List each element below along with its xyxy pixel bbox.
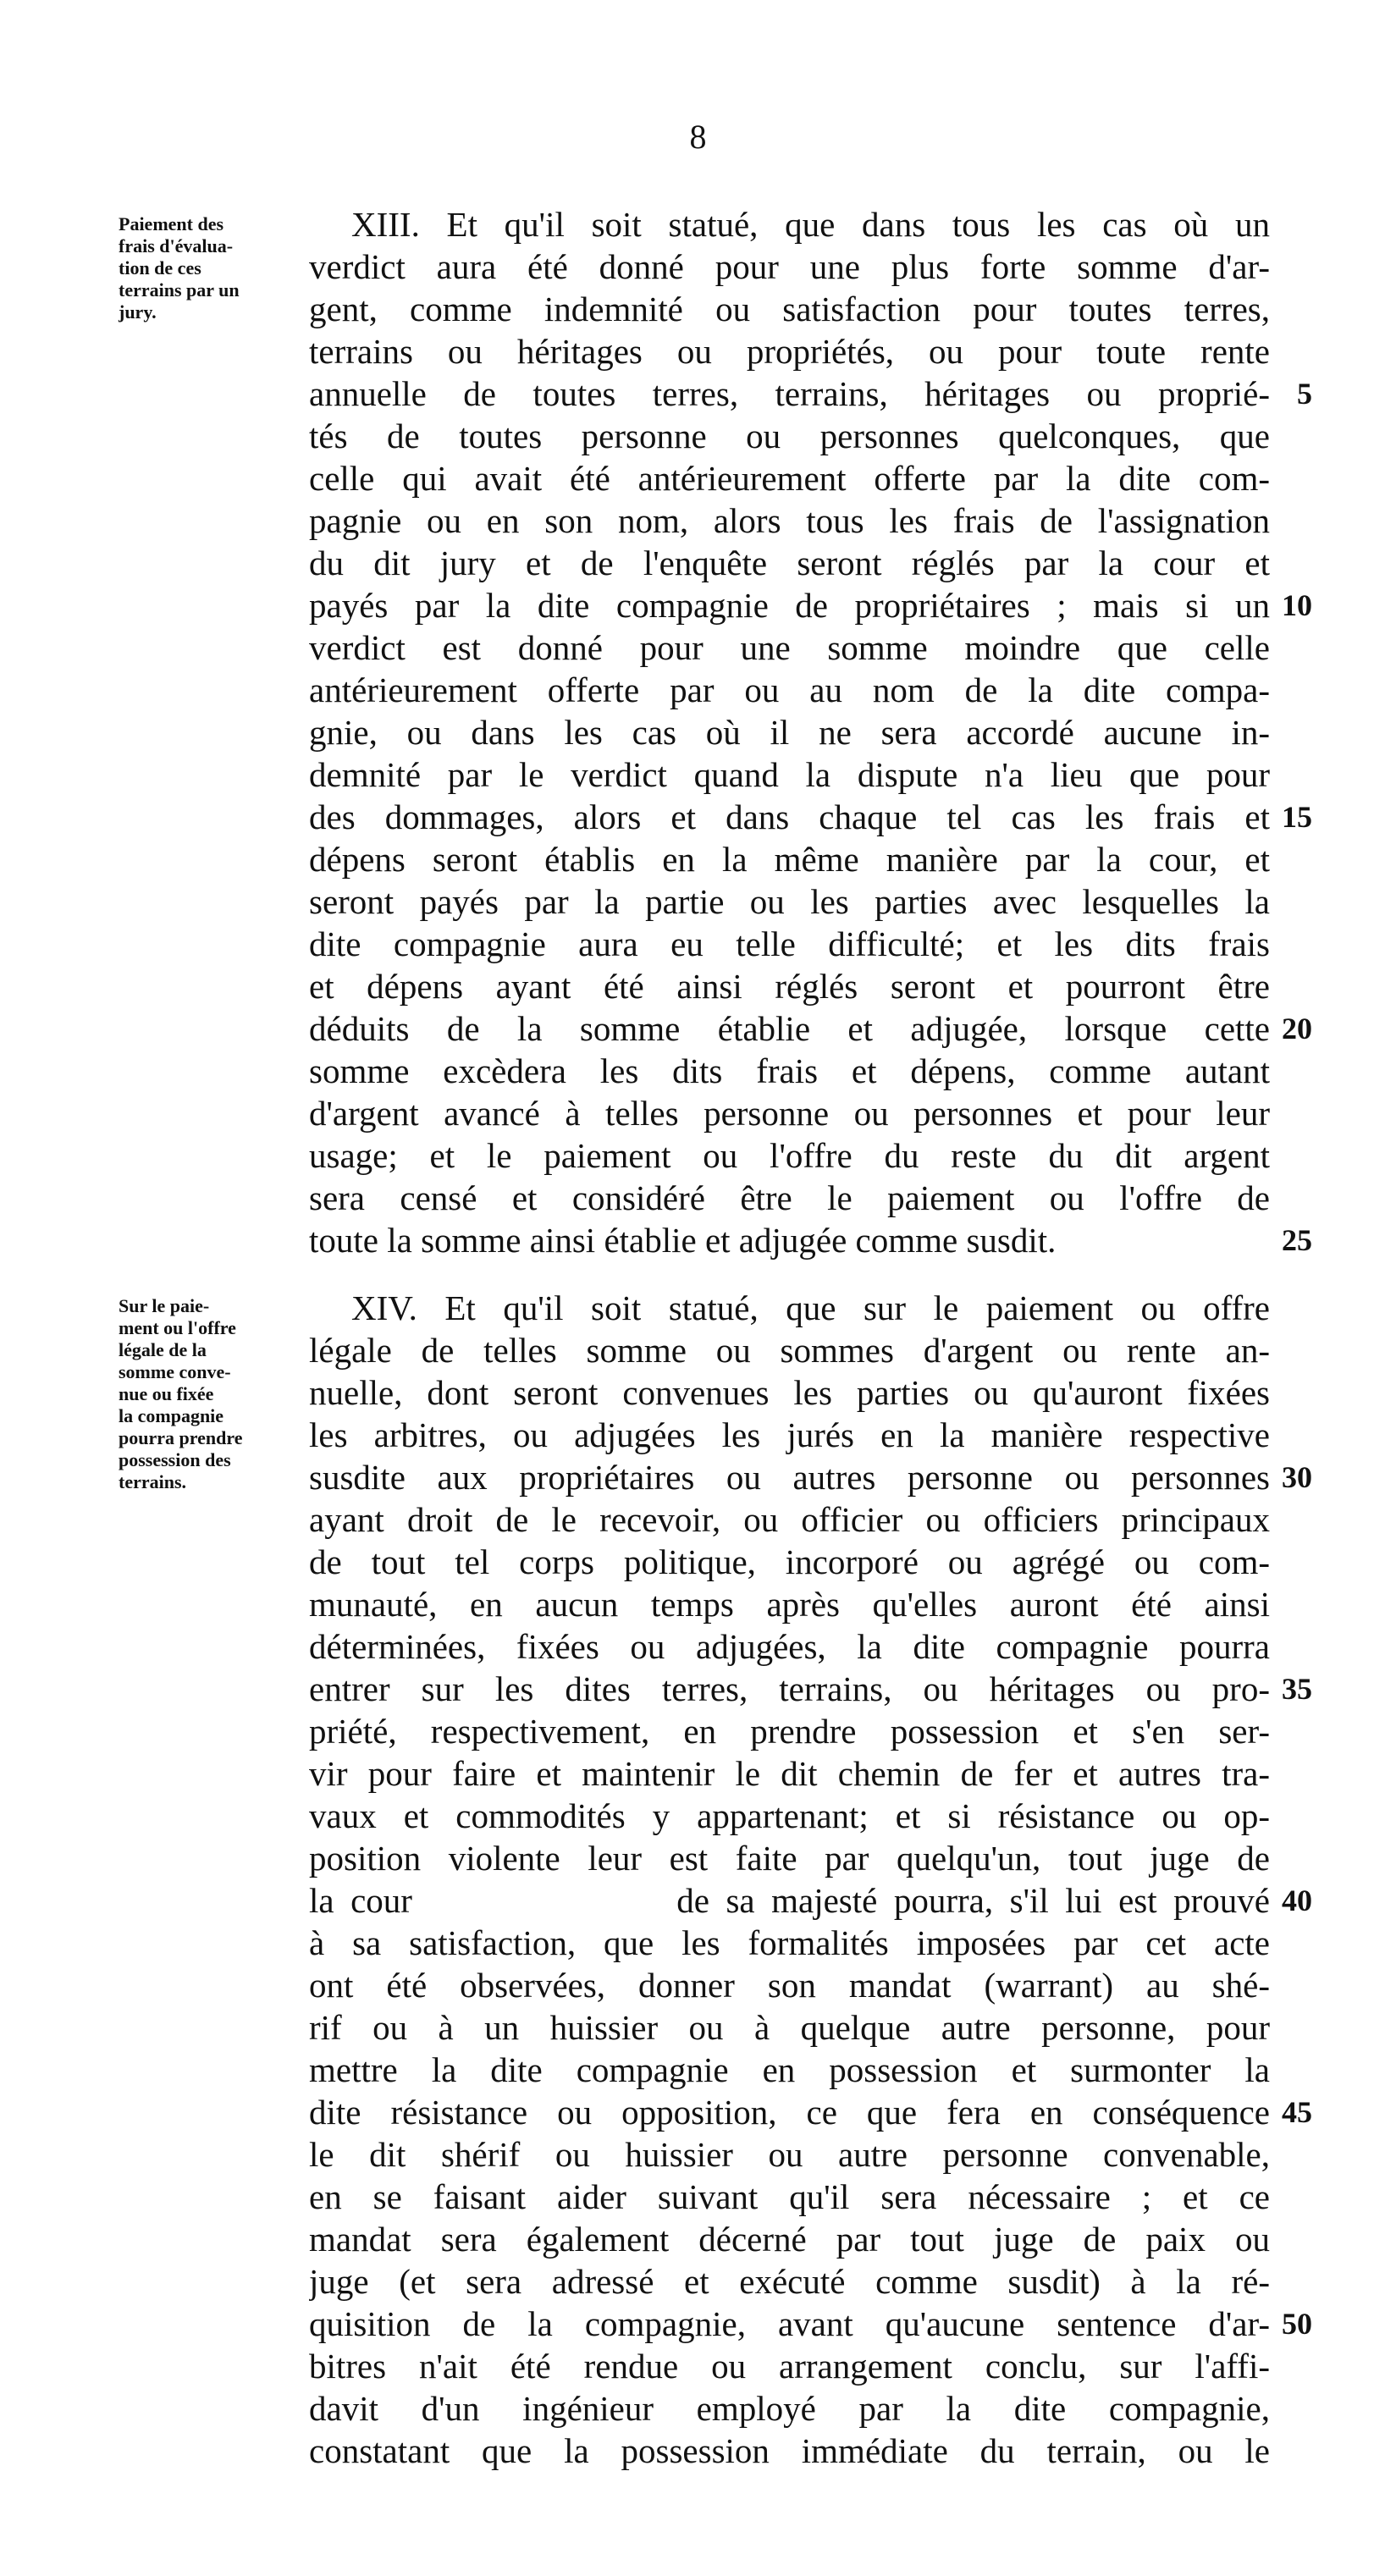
- text-line: dépens seront établis en la même manière par la cour, et: [309, 840, 1270, 879]
- text-line: annuelle de toutes terres, terrains, héritages ou proprié-: [309, 374, 1270, 413]
- text-line: gent, comme indemnité ou satisfaction pour toutes terres,: [309, 290, 1270, 328]
- page-number: 8: [689, 118, 707, 156]
- text-line: XIII. Et qu'il soit statué, que dans tous les cas où un: [351, 205, 1270, 244]
- text-line: légale de telles somme ou sommes d'argent ou rente an-: [309, 1331, 1270, 1370]
- text-line: bitres n'ait été rendue ou arrangement conclu, sur l'affi-: [309, 2347, 1270, 2386]
- text-line: vir pour faire et maintenir le dit chemin de fer et autres tra-: [309, 1754, 1270, 1793]
- sidenote-line: Sur le paie-: [119, 1295, 210, 1316]
- text-line: payés par la dite compagnie de propriétaires ; mais si un: [309, 586, 1270, 625]
- text-line: à sa satisfaction, que les formalités imposées par cet acte: [309, 1923, 1270, 1962]
- line-number: 30: [1282, 1460, 1312, 1494]
- line-number: 40: [1282, 1884, 1312, 1917]
- sidenote-line: Paiement des: [119, 213, 224, 234]
- section-xiv-text: [309, 1287, 1270, 2472]
- text-line: munauté, en aucun temps après qu'elles auront été ainsi: [309, 1585, 1270, 1624]
- text-line: les arbitres, ou adjugées les jurés en la manière respective: [309, 1415, 1270, 1454]
- sidenote-line: la compagnie: [119, 1405, 224, 1426]
- text-line: en se faisant aider suivant qu'il sera nécessaire ; et ce: [309, 2177, 1270, 2216]
- text-line: dite compagnie aura eu telle difficulté; et les dits frais: [309, 924, 1270, 963]
- text-line: verdict est donné pour une somme moindre que celle: [309, 628, 1270, 667]
- text-line: pagnie ou en son nom, alors tous les frais de l'assignation: [309, 501, 1270, 540]
- text-line: somme excèdera les dits frais et dépens, comme autant: [309, 1051, 1270, 1090]
- text-line: antérieurement offerte par ou au nom de la dite compa-: [309, 670, 1270, 709]
- text-line: et dépens ayant été ainsi réglés seront et pourront être: [309, 967, 1270, 1006]
- line-number: 45: [1282, 2095, 1312, 2129]
- line-number: 5: [1297, 377, 1312, 411]
- section-xiii-text: [309, 203, 1270, 1261]
- text-line: mandat sera également décerné par tout juge de paix ou: [309, 2220, 1270, 2259]
- text-line: usage; et le paiement ou l'offre du reste du dit argent: [309, 1136, 1270, 1175]
- line-number: 10: [1282, 588, 1312, 622]
- sidenote-line: ment ou l'offre: [119, 1317, 236, 1338]
- text-line: tés de toutes personne ou personnes quelconques, que: [309, 416, 1270, 455]
- sidenote-line: tion de ces: [119, 257, 201, 279]
- sidenote-line: légale de la: [119, 1339, 207, 1360]
- text-line: déduits de la somme établie et adjugée, lorsque cette: [309, 1009, 1270, 1048]
- text-line: entrer sur les dites terres, terrains, ou héritages ou pro-: [309, 1669, 1270, 1708]
- text-line: celle qui avait été antérieurement offerte par la dite com-: [309, 459, 1270, 498]
- sidenote-line: nue ou fixée: [119, 1383, 214, 1404]
- text-line: gnie, ou dans les cas où il ne sera accordé aucune in-: [309, 713, 1270, 752]
- text-line: susdite aux propriétaires ou autres personne ou personnes: [309, 1458, 1270, 1497]
- text-line: ayant droit de le recevoir, ou officier ou officiers principaux: [309, 1500, 1270, 1539]
- sidenote-section-xiv: [119, 1295, 296, 1493]
- text-line: nuelle, dont seront convenues les parties ou qu'auront fixées: [309, 1373, 1270, 1412]
- line-number: 50: [1282, 2307, 1312, 2341]
- text-line: sera censé et considéré être le paiement ou l'offre de: [309, 1178, 1270, 1217]
- sidenote-line: terrains par un: [119, 279, 240, 301]
- sidenote-line: frais d'évalua-: [119, 235, 234, 256]
- text-line: ont été observées, donner son mandat (warrant) au shé-: [309, 1966, 1270, 2005]
- text-line: terrains ou héritages ou propriétés, ou pour toute rente: [309, 332, 1270, 371]
- text-line: davit d'un ingénieur employé par la dite compagnie,: [309, 2389, 1270, 2428]
- text-line: position violente leur est faite par quelqu'un, tout juge de: [309, 1839, 1270, 1878]
- sidenote-line: terrains.: [119, 1471, 187, 1492]
- text-line: verdict aura été donné pour une plus forte somme d'ar-: [309, 247, 1270, 286]
- text-line: de tout tel corps politique, incorporé ou agrégé ou com-: [309, 1542, 1270, 1581]
- sidenote-line: jury.: [119, 301, 157, 323]
- sidenote-line: possession des: [119, 1449, 231, 1470]
- text-line: dite résistance ou opposition, ce que fera en conséquence: [309, 2093, 1270, 2132]
- text-line: d'argent avancé à telles personne ou personnes et pour leur: [309, 1094, 1270, 1133]
- sidenote-section-xiii: [119, 213, 296, 323]
- text-line: des dommages, alors et dans chaque tel cas les frais et: [309, 797, 1270, 836]
- text-line: du dit jury et de l'enquête seront réglés par la cour et: [309, 543, 1270, 582]
- sidenote-line: pourra prendre: [119, 1427, 243, 1448]
- text-line: rif ou à un huissier ou à quelque autre personne, pour: [309, 2008, 1270, 2047]
- text-line: vaux et commodités y appartenant; et si résistance ou op-: [309, 1796, 1270, 1835]
- text-line: XIV. Et qu'il soit statué, que sur le paiement ou offre: [351, 1288, 1270, 1327]
- line-number: 35: [1282, 1672, 1312, 1706]
- text-line: priété, respectivement, en prendre possession et s'en ser-: [309, 1712, 1270, 1751]
- text-line: mettre la dite compagnie en possession et surmonter la: [309, 2050, 1270, 2089]
- text-line: déterminées, fixées ou adjugées, la dite compagnie pourra: [309, 1627, 1270, 1666]
- text-line: la cour de sa majesté pourra, s'il lui est prouvé: [309, 1881, 1270, 1920]
- text-line: demnité par le verdict quand la dispute n'a lieu que pour: [309, 755, 1270, 794]
- line-number: 15: [1282, 800, 1312, 834]
- line-number: 25: [1282, 1223, 1312, 1257]
- text-line: seront payés par la partie ou les parties avec lesquelles la: [309, 882, 1270, 921]
- text-line: juge (et sera adressé et exécuté comme susdit) à la ré-: [309, 2262, 1270, 2301]
- text-line: le dit shérif ou huissier ou autre personne convenable,: [309, 2135, 1270, 2174]
- text-line: toute la somme ainsi établie et adjugée comme susdit.: [309, 1221, 1057, 1260]
- text-line: constatant que la possession immédiate du terrain, ou le: [309, 2431, 1270, 2470]
- line-number: 20: [1282, 1012, 1312, 1045]
- text-line: quisition de la compagnie, avant qu'aucune sentence d'ar-: [309, 2304, 1270, 2343]
- sidenote-line: somme conve-: [119, 1361, 231, 1382]
